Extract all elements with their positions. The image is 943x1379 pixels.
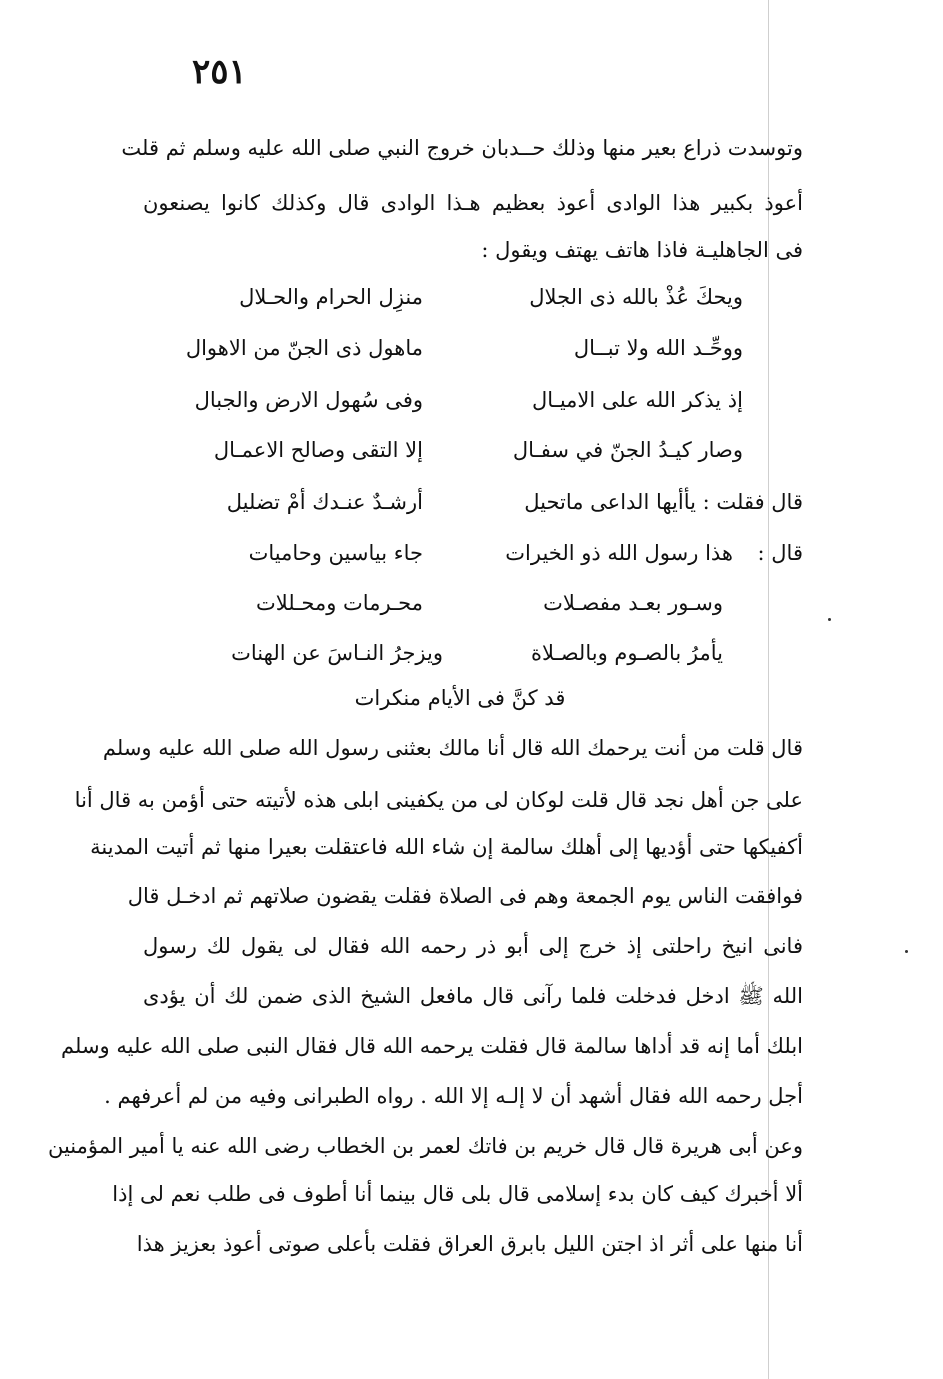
poem-line-1-right: ويحكَ عُذْ بالله ذى الجلال [529, 285, 743, 309]
answer-lead: قال : [757, 541, 803, 565]
prose-line-6: الله ﷺ ادخل فدخلت فلما رآنى قال مافعل الشيخ الذى ضمن لك أن يؤدى [143, 984, 803, 1008]
prose-line-3: أكفيكها حتى أؤديها إلى أهلك سالمة إن شاء الله فاعتقلت بعيرا منها ثم أتيت المدينة [90, 835, 803, 859]
poem-line-4-right: وصار كيـدُ الجنّ في سفـال [512, 438, 743, 462]
question-line-lead: قال فقلت : يأأيها الداعى ماتحيل [524, 490, 803, 514]
intro-line-3: فى الجاهليـة فاذا هاتف يهتف ويقول : [481, 238, 803, 262]
poem-line-2-right: ووحِّـد الله ولا تبــال [573, 336, 743, 360]
intro-line-2: أعوذ بكبير هذا الوادى أعوذ بعظيم هـذا الوادى قال وكذلك كانوا يصنعون [143, 191, 803, 215]
prose-line-8: أجل رحمه الله فقال أشهد أن لا إلـه إلا الله . رواه الطبرانى وفيه من لم أعرفهم . [104, 1084, 803, 1108]
answer-line-3-right: يأمرُ بالصـوم وبالصـلاة [531, 641, 723, 665]
poem-line-4-left: إلا التقى وصالح الاعمـال [213, 438, 423, 462]
scan-speck [905, 950, 908, 953]
intro-line-1: وتوسدت ذراع بعير منها وذلك حــدبان خروج النبي صلى الله عليه وسلم ثم قلت [121, 136, 803, 160]
answer-line-2-right: وسـور بعـد مفصـلات [543, 591, 723, 615]
poem-line-3-right: إذ يذكر الله على الاميـال [532, 388, 743, 412]
poem-line-3-left: وفى سُهول الارض والجبال [194, 388, 423, 412]
prose-line-9: وعن أبى هريرة قال قال خريم بن فاتك لعمر بن الخطاب رضى الله عنه يا أمير المؤمنين [47, 1134, 803, 1158]
prose-line-5: فانى انيخ راحلتى إذ خرج إلى أبو ذر رحمه الله فقال لى يقول لك رسول [143, 934, 803, 958]
page-number: ٢٥١ [192, 52, 247, 92]
answer-closing-line: قد كنَّ فى الأيام منكرات [354, 686, 566, 710]
answer-line-1-right: هذا رسول الله ذو الخيرات [505, 541, 733, 565]
answer-line-1-left: جاء بياسين وحاميات [248, 541, 423, 565]
poem-line-2-left: ماهول ذى الجنّ من الاهوال [185, 336, 423, 360]
scan-speck [828, 618, 831, 621]
prose-line-11: أنا منها على أثر اذ اجتن الليل بابرق العراق فقلت بأعلى صوتى أعوذ بعزيز هذا [136, 1232, 803, 1256]
prose-line-1: قال قلت من أنت يرحمك الله قال أنا مالك بعثنى رسول الله صلى الله عليه وسلم [102, 736, 803, 760]
answer-line-3-left: ويزجرُ النـاسَ عن الهنات [231, 641, 443, 665]
prose-line-7: ابلك أما إنه قد أداها سالمة قال فقلت يرحمه الله قال فقال النبى صلى الله عليه وسلم [61, 1034, 803, 1058]
poem-line-1-left: منزِل الحرام والحـلال [239, 285, 423, 309]
prose-line-2: على جن أهل نجد قال قلت لوكان لى من يكفينى ابلى هذه لأتيته حتى أؤمن به قال أنا [74, 788, 803, 812]
prose-line-4: فوافقت الناس يوم الجمعة وهم فى الصلاة فقلت يقضون صلاتهم ثم ادخـل قال [127, 884, 803, 908]
prose-line-10: ألا أخبرك كيف كان بدء إسلامى قال بلى قال بينما أنا أطوف فى طلب نعم لى إذا [112, 1182, 803, 1206]
answer-line-2-left: محـرمات ومحـللات [256, 591, 423, 615]
question-line-left: أرشـدٌ عنـدك أمْ تضليل [226, 490, 423, 514]
